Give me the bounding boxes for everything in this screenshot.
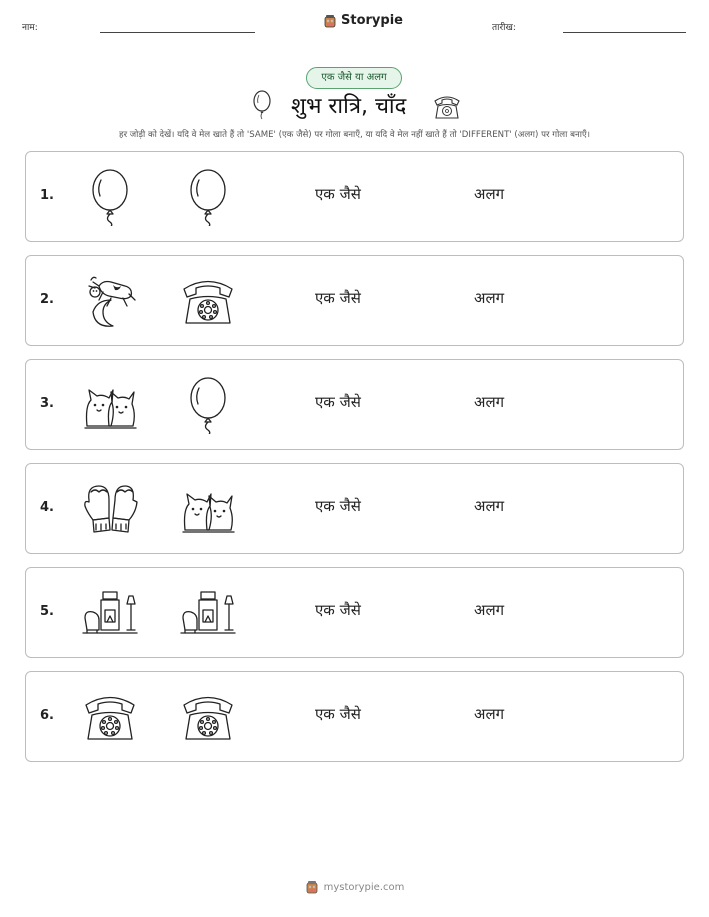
instructions: हर जोड़ी को देखें। यदि वे मेल खाते हैं तो 'SAME' (एक जैसे) पर गोला बनाएँ, या यदि वे मेल नहीं खाते हैं तो 'DIFFERENT' (अलग) पर गोला बनाएँ। [119,130,590,140]
storypie-mascot-icon [305,880,319,894]
question-number: 4. [40,500,54,515]
different-option[interactable]: अलग [474,289,505,307]
kittens-icon [179,480,237,538]
picture-left [81,480,139,538]
telephone-icon [179,688,237,746]
same-option[interactable]: एक जैसे [315,393,361,411]
kittens-icon [81,376,139,434]
question-card [25,671,684,762]
same-option[interactable]: एक जैसे [315,705,361,723]
room-icon [179,584,237,642]
name-label: नाम: [22,23,38,33]
question-number: 1. [40,188,54,203]
footer-url: mystorypie.com [323,881,405,893]
question-number: 6. [40,708,54,723]
picture-right [179,584,237,642]
picture-left [81,584,139,642]
different-option[interactable]: अलग [474,601,505,619]
question-card [25,359,684,450]
page-title: शुभ रात्रि, चाँद [291,94,407,119]
different-option[interactable]: अलग [474,185,505,203]
telephone-icon [81,688,139,746]
picture-left [81,688,139,746]
picture-left [81,272,139,330]
different-option[interactable]: अलग [474,393,505,411]
different-option[interactable]: अलग [474,705,505,723]
date-line[interactable] [563,32,686,33]
mittens-icon [81,480,139,538]
picture-right [179,480,237,538]
different-option[interactable]: अलग [474,497,505,515]
name-line[interactable] [100,32,255,33]
balloon-icon [179,168,237,226]
same-option[interactable]: एक जैसे [315,601,361,619]
balloon-icon [250,90,274,120]
room-icon [81,584,139,642]
telephone-icon [432,94,462,120]
date-label: तारीख: [492,23,516,33]
picture-right [179,688,237,746]
picture-left [81,168,139,226]
balloon-icon [81,168,139,226]
picture-right [179,272,237,330]
question-card [25,151,684,242]
brand-logo [323,13,403,28]
picture-right [179,168,237,226]
same-option[interactable]: एक जैसे [315,289,361,307]
balloon-icon [179,376,237,434]
telephone-icon [179,272,237,330]
cow-moon-icon [81,272,139,330]
storypie-mascot-icon [323,14,337,28]
worksheet-type-badge: एक जैसे या अलग [306,67,402,89]
picture-left [81,376,139,434]
question-number: 3. [40,396,54,411]
same-option[interactable]: एक जैसे [315,497,361,515]
question-card [25,255,684,346]
picture-right [179,376,237,434]
question-number: 2. [40,292,54,307]
question-card [25,463,684,554]
question-number: 5. [40,604,54,619]
footer [0,880,709,894]
title-row [0,88,709,124]
same-option[interactable]: एक जैसे [315,185,361,203]
brand-name: Storypie [341,13,403,28]
question-card [25,567,684,658]
